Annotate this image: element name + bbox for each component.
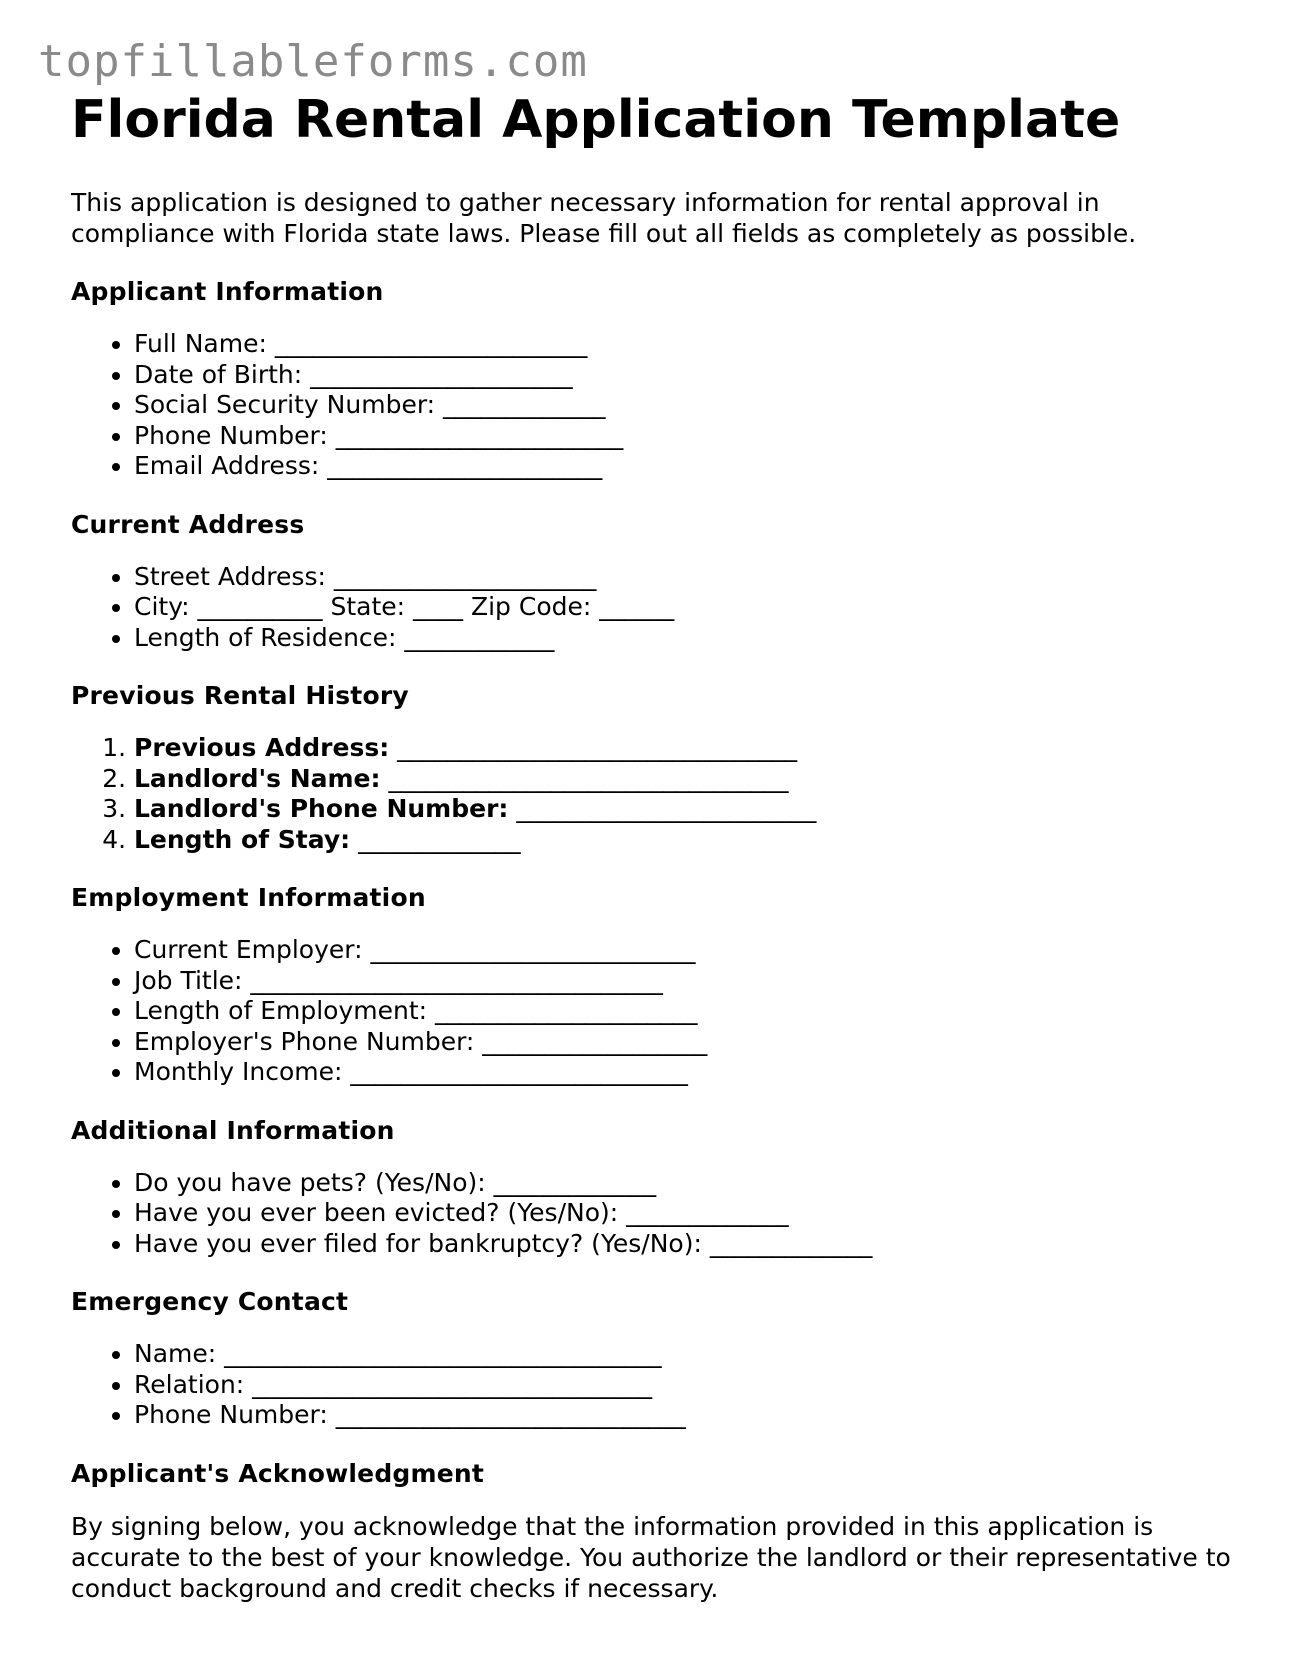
additional-list <box>71 1168 1231 1260</box>
field-label: Length of Stay: <box>134 824 351 854</box>
page-title: Florida Rental Application Template <box>71 90 1121 150</box>
list-item: • Job Title: _________________________________ <box>134 966 1231 997</box>
list-item <box>134 825 1231 856</box>
applicant-list <box>71 329 1231 482</box>
list-item: • Have you ever filed for bankruptcy? (Yes/No): _____________ <box>134 1229 1231 1260</box>
section-heading-applicant: Applicant Information <box>71 277 384 306</box>
list-item: • Full Name: _________________________ <box>134 329 1231 360</box>
current-address-list <box>71 562 1231 654</box>
list-item <box>134 764 1231 795</box>
employment-list <box>71 935 1231 1088</box>
watermark: topfillableforms.com <box>38 36 588 87</box>
list-item: • Have you ever been evicted? (Yes/No): _____________ <box>134 1198 1231 1229</box>
list-item: • City: __________ State: ____ Zip Code: ______ <box>134 592 1231 623</box>
field-blank: ________________________________ <box>389 733 798 762</box>
field-blank: ________________________ <box>508 794 817 823</box>
section-heading-additional: Additional Information <box>71 1115 395 1145</box>
field-label: Previous Address: <box>134 733 390 762</box>
field-blank: ________________________________ <box>380 763 789 793</box>
list-item: • Name: ___________________________________ <box>134 1339 1231 1370</box>
list-item: • Email Address: ______________________ <box>134 451 1231 482</box>
list-item: • Monthly Income: ___________________________ <box>134 1057 1231 1088</box>
list-item: • Phone Number: _______________________ <box>134 421 1231 452</box>
section-heading-current-address: Current Address <box>71 509 305 539</box>
list-item: • Date of Birth: _____________________ <box>134 360 1231 391</box>
list-item: • Current Employer: __________________________ <box>134 935 1231 966</box>
acknowledgment-text: By signing below, you acknowledge that the information provided in this application is accurate to the best of your knowledge. You authorize the landlord or their representative to conduct background and credit checks if necessary. <box>71 1511 1231 1603</box>
field-blank: _____________ <box>350 824 521 854</box>
section-heading-rental-history: Previous Rental History <box>71 681 409 710</box>
section-heading-acknowledgment: Applicant's Acknowledgment <box>71 1458 485 1488</box>
field-label: Landlord's Phone Number: <box>134 794 509 823</box>
list-item: • Length of Employment: _____________________ <box>134 996 1231 1027</box>
list-item: • Phone Number: ____________________________ <box>134 1400 1231 1431</box>
list-item: • Length of Residence: ____________ <box>134 623 1231 654</box>
list-item: • Street Address: _____________________ <box>134 562 1231 593</box>
section-heading-emergency: Emergency Contact <box>71 1287 349 1316</box>
field-label: Landlord's Name: <box>134 763 381 793</box>
intro-text: This application is designed to gather necessary information for rental approval in compliance with Florida state laws. Please fill out all fields as completely as possible. <box>71 188 1137 248</box>
list-item: • Social Security Number: _____________ <box>134 390 1231 421</box>
document-page <box>71 88 1231 1604</box>
list-item <box>134 794 1231 825</box>
list-item: • Employer's Phone Number: __________________ <box>134 1027 1231 1058</box>
emergency-list <box>71 1339 1231 1431</box>
list-item: • Do you have pets? (Yes/No): _____________ <box>134 1168 1231 1199</box>
rental-history-list <box>71 733 1231 855</box>
list-item <box>134 733 1231 764</box>
section-heading-employment: Employment Information <box>71 883 426 912</box>
list-item: • Relation: ________________________________ <box>134 1370 1231 1401</box>
